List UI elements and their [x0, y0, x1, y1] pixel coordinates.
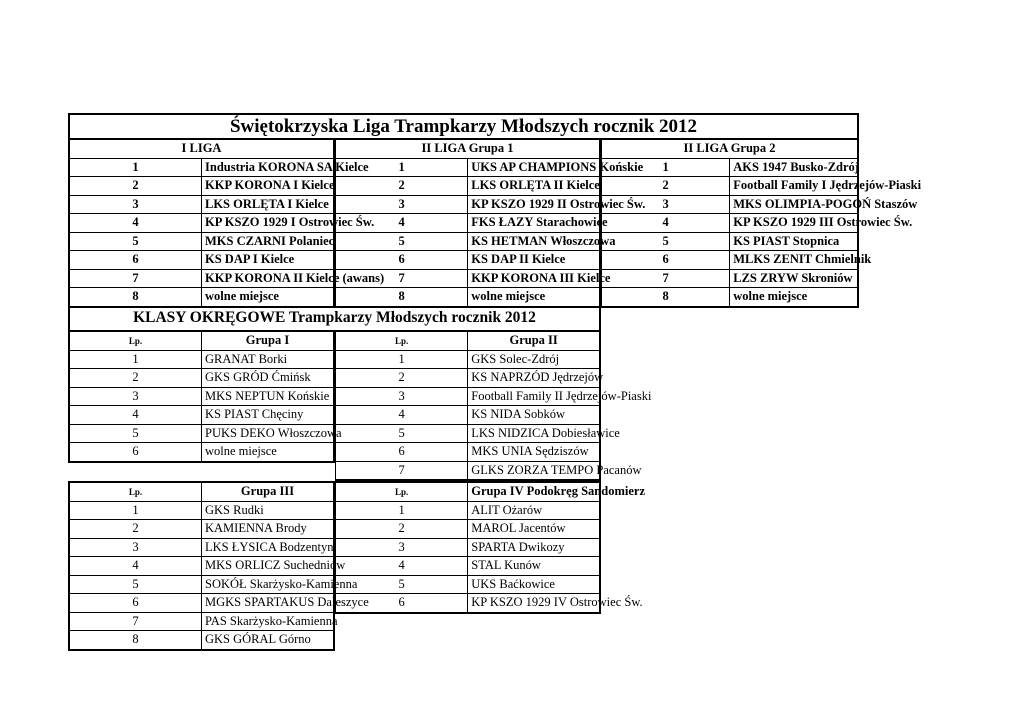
row-number: 6 — [336, 251, 468, 270]
team-name: KAMIENNA Brody — [202, 520, 335, 539]
table-row — [69, 158, 334, 177]
table-row — [336, 501, 601, 520]
row-number: 3 — [336, 387, 468, 406]
team-name: MKS OLIMPIA-POGOŃ Staszów — [730, 195, 858, 214]
team-name: MKS ORLICZ Suchedniów — [202, 557, 335, 576]
table-row — [69, 406, 334, 425]
table-row — [336, 251, 601, 270]
team-name: SPARTA Dwikozy — [468, 538, 600, 557]
row-number: 7 — [336, 269, 468, 288]
row-number: 3 — [336, 195, 468, 214]
team-name: UKS AP CHAMPIONS Końskie — [468, 158, 600, 177]
team-name: KS NAPRZÓD Jędrzejów — [468, 369, 600, 388]
row-number: 1 — [602, 158, 730, 177]
table-row — [336, 461, 601, 480]
lp-header: Lp. — [69, 331, 202, 350]
table-row — [336, 177, 601, 196]
grupa-table-2 — [335, 330, 652, 481]
table-row — [336, 269, 601, 288]
grupa-header: Grupa II — [468, 331, 600, 350]
row-number: 2 — [602, 177, 730, 196]
row-number: 7 — [69, 269, 202, 288]
table-row — [602, 251, 859, 270]
row-number: 3 — [69, 538, 202, 557]
row-number: 5 — [602, 232, 730, 251]
row-number: 4 — [69, 557, 202, 576]
table-row — [69, 538, 334, 557]
table-row — [602, 195, 859, 214]
team-name: KS DAP II Kielce — [468, 251, 600, 270]
table-row — [336, 557, 601, 576]
liga-table-1 — [68, 139, 385, 308]
team-name: KKP KORONA I Kielce — [202, 177, 335, 196]
row-number: 6 — [69, 594, 202, 613]
table-row — [69, 424, 334, 443]
table-row — [336, 594, 601, 613]
row-number: 5 — [69, 232, 202, 251]
row-number: 1 — [69, 501, 202, 520]
table-row — [336, 575, 601, 594]
team-name: GKS GRÓD Ćmińsk — [202, 369, 335, 388]
table-row — [336, 288, 601, 307]
table-row — [336, 158, 601, 177]
grupa-header: Grupa I — [202, 331, 335, 350]
table-row — [69, 251, 334, 270]
table-row — [69, 501, 334, 520]
lp-header: Lp. — [69, 482, 202, 501]
row-number: 6 — [69, 251, 202, 270]
team-name: LZS ZRYW Skroniów — [730, 269, 858, 288]
row-number: 8 — [602, 288, 730, 307]
team-name: SOKÓŁ Skarżysko-Kamienna — [202, 575, 335, 594]
row-number: 1 — [69, 350, 202, 369]
table-row — [336, 214, 601, 233]
team-name: MKS NEPTUN Końskie — [202, 387, 335, 406]
row-number: 1 — [336, 501, 468, 520]
grupa-header: Grupa III — [202, 482, 335, 501]
team-name: Football Family II Jędrzejów-Piaski — [468, 387, 600, 406]
row-number: 8 — [69, 631, 202, 650]
lp-header: Lp. — [336, 482, 468, 501]
team-name: MGKS SPARTAKUS Daleszyce — [202, 594, 335, 613]
row-number: 2 — [69, 520, 202, 539]
team-name: Industria KORONA SA Kielce — [202, 158, 335, 177]
grupa-table-4 — [335, 481, 645, 614]
row-number: 2 — [69, 177, 202, 196]
liga-header: II LIGA Grupa 1 — [336, 140, 601, 159]
team-name: LKS ORLĘTA II Kielce — [468, 177, 600, 196]
row-number: 8 — [336, 288, 468, 307]
row-number: 6 — [336, 443, 468, 462]
team-name: wolne miejsce — [202, 443, 335, 462]
team-name: KS HETMAN Włoszczowa — [468, 232, 600, 251]
table-row — [69, 177, 334, 196]
team-name: FKS ŁAZY Starachowice — [468, 214, 600, 233]
table-row — [69, 288, 334, 307]
row-number: 3 — [602, 195, 730, 214]
team-name: UKS Baćkowice — [468, 575, 600, 594]
team-name: wolne miejsce — [730, 288, 858, 307]
row-number: 4 — [602, 214, 730, 233]
row-number: 3 — [69, 195, 202, 214]
row-number: 2 — [69, 369, 202, 388]
table-row — [69, 575, 334, 594]
team-name: wolne miejsce — [202, 288, 335, 307]
row-number: 2 — [336, 369, 468, 388]
table-row — [602, 158, 859, 177]
team-name: ALIT Ożarów — [468, 501, 600, 520]
table-row — [69, 594, 334, 613]
row-number: 2 — [336, 520, 468, 539]
table-row — [336, 369, 601, 388]
team-name: AKS 1947 Busko-Zdrój — [730, 158, 858, 177]
team-name: KP KSZO 1929 IV Ostrowiec Św. — [468, 594, 600, 613]
team-name: GLKS ZORZA TEMPO Pacanów — [468, 461, 600, 480]
row-number: 5 — [336, 575, 468, 594]
team-name: PUKS DEKO Włoszczowa — [202, 424, 335, 443]
team-name: GKS Rudki — [202, 501, 335, 520]
row-number: 3 — [336, 538, 468, 557]
table-row — [69, 195, 334, 214]
team-name: KS NIDA Sobków — [468, 406, 600, 425]
row-number: 1 — [336, 350, 468, 369]
row-number: 4 — [69, 406, 202, 425]
row-number: 6 — [602, 251, 730, 270]
team-name: LKS ŁYSICA Bodzentyn — [202, 538, 335, 557]
team-name: GKS Solec-Zdrój — [468, 350, 600, 369]
table-row — [69, 631, 334, 650]
table-row — [336, 538, 601, 557]
team-name: Football Family I Jędrzejów-Piaski — [730, 177, 858, 196]
row-number: 4 — [69, 214, 202, 233]
team-name: KS PIAST Stopnica — [730, 232, 858, 251]
table-row — [336, 350, 601, 369]
table-row — [602, 214, 859, 233]
table-row — [336, 424, 601, 443]
row-number: 3 — [69, 387, 202, 406]
row-number: 4 — [336, 557, 468, 576]
table-row — [69, 214, 334, 233]
team-name: PAS Skarżysko-Kamienna — [202, 612, 335, 631]
row-number: 6 — [69, 443, 202, 462]
liga-header: II LIGA Grupa 2 — [602, 140, 859, 159]
team-name: LKS ORLĘTA I Kielce — [202, 195, 335, 214]
row-number: 4 — [336, 214, 468, 233]
table-row — [602, 232, 859, 251]
row-number: 5 — [69, 424, 202, 443]
row-number: 5 — [336, 424, 468, 443]
table-row — [602, 177, 859, 196]
table-row — [69, 232, 334, 251]
team-name: MLKS ZENIT Chmielnik — [730, 251, 858, 270]
team-name: GKS GÓRAL Górno — [202, 631, 335, 650]
liga-header: I LIGA — [69, 140, 334, 159]
table-row — [336, 387, 601, 406]
table-row — [69, 387, 334, 406]
row-number: 5 — [69, 575, 202, 594]
row-number: 5 — [336, 232, 468, 251]
table-row — [69, 350, 334, 369]
team-name: KP KSZO 1929 III Ostrowiec Św. — [730, 214, 858, 233]
row-number: 1 — [69, 158, 202, 177]
klasy-title: KLASY OKRĘGOWE Trampkarzy Młodszych rocznik 2012 — [68, 307, 601, 330]
team-name: wolne miejsce — [468, 288, 600, 307]
grupa-table-1 — [68, 330, 342, 463]
team-name: KS DAP I Kielce — [202, 251, 335, 270]
team-name: KP KSZO 1929 I Ostrowiec Św. — [202, 214, 335, 233]
table-row — [336, 232, 601, 251]
row-number: 6 — [336, 594, 468, 613]
table-row — [602, 288, 859, 307]
lp-header: Lp. — [336, 331, 468, 350]
row-number: 7 — [602, 269, 730, 288]
table-row — [336, 520, 601, 539]
table-row — [69, 369, 334, 388]
team-name: GRANAT Borki — [202, 350, 335, 369]
row-number: 1 — [336, 158, 468, 177]
team-name: MKS CZARNI Polaniec — [202, 232, 335, 251]
row-number: 8 — [69, 288, 202, 307]
table-row — [69, 520, 334, 539]
main-title: Świętokrzyska Liga Trampkarzy Młodszych rocznik 2012 — [68, 113, 859, 139]
team-name: KKP KORONA II Kielce (awans) — [202, 269, 335, 288]
team-name: LKS NIDZICA Dobiesławice — [468, 424, 600, 443]
table-row — [69, 269, 334, 288]
liga-table-2 — [335, 139, 646, 308]
row-number: 7 — [336, 461, 468, 480]
grupa-table-3 — [68, 481, 369, 651]
team-name: KKP KORONA III Kielce — [468, 269, 600, 288]
table-row — [69, 612, 334, 631]
row-number: 2 — [336, 177, 468, 196]
team-name: STAL Kunów — [468, 557, 600, 576]
team-name: KS PIAST Chęciny — [202, 406, 335, 425]
table-row — [602, 269, 859, 288]
row-number: 7 — [69, 612, 202, 631]
grupa-header: Grupa IV Podokręg Sandomierz — [468, 482, 600, 501]
table-row — [336, 443, 601, 462]
table-row — [336, 406, 601, 425]
row-number: 4 — [336, 406, 468, 425]
table-row — [69, 443, 334, 462]
team-name: KP KSZO 1929 II Ostrowiec Św. — [468, 195, 600, 214]
liga-table-3 — [601, 139, 922, 308]
table-row — [69, 557, 334, 576]
team-name: MAROL Jacentów — [468, 520, 600, 539]
table-row — [336, 195, 601, 214]
team-name: MKS UNIA Sędziszów — [468, 443, 600, 462]
